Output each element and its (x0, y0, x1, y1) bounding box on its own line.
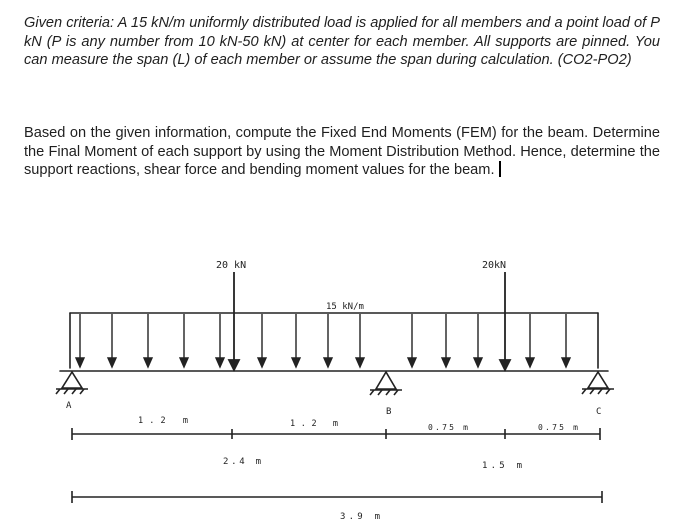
task-text: Based on the given information, compute the Fixed End Moments (FEM) for the beam. Determine the Final Moment of each support by using the Moment Distribution Method. Hence, determine the support reactions, shear force and bending moment values for the beam. (24, 125, 660, 179)
udl-arrow (442, 314, 450, 367)
dimension-label-0-75-b: 0.75 m (538, 423, 578, 432)
dimension-label-2-4: 2.4 m (223, 457, 261, 467)
point-load-arrow-2 (500, 272, 510, 370)
udl-arrow (180, 314, 188, 367)
udl-arrow (144, 314, 152, 367)
dimension-label-1-5: 1.5 m (482, 461, 522, 471)
dimension-label-0-75-a: 0.75 m (428, 423, 468, 432)
udl-arrow (324, 314, 332, 367)
udl-arrow (258, 314, 266, 367)
dimension-label-1-2-b: 1.2 m (290, 419, 338, 429)
dimension-label-3-9: 3.9 m (340, 512, 380, 522)
point-load-label-2: 20kN (482, 260, 507, 271)
udl-arrow (408, 314, 416, 367)
pin-support-a (56, 372, 88, 394)
support-label-c: C (596, 407, 602, 417)
udl-arrow (216, 314, 224, 367)
udl-arrow (76, 314, 84, 367)
udl-arrow (474, 314, 482, 367)
udl-arrow (562, 314, 570, 367)
dimension-line-bottom (72, 491, 602, 503)
dimension-label-1-2: 1.2 m (138, 416, 188, 426)
pin-support-c (582, 372, 614, 394)
udl-label: 15 kN/m (326, 302, 364, 312)
udl-arrow (108, 314, 116, 367)
udl-arrow (526, 314, 534, 367)
point-load-label-1: 20 kN (216, 260, 247, 271)
criteria-paragraph: Given criteria: A 15 kN/m uniformly distributed load is applied for all members and a point load of P kN (P is any number from 10 kN-50 kN) at center for each member. All supports are pinned. You can measure the span (L) of each member or assume the span during calculation. (CO2-PO2) (24, 15, 660, 69)
support-label-b: B (386, 407, 392, 417)
udl-arrow (292, 314, 300, 367)
udl-arrow (356, 314, 364, 367)
dimension-line-top (72, 428, 600, 440)
point-load-arrow-1 (229, 272, 239, 370)
support-label-a: A (66, 401, 72, 411)
pin-support-b (370, 372, 402, 395)
